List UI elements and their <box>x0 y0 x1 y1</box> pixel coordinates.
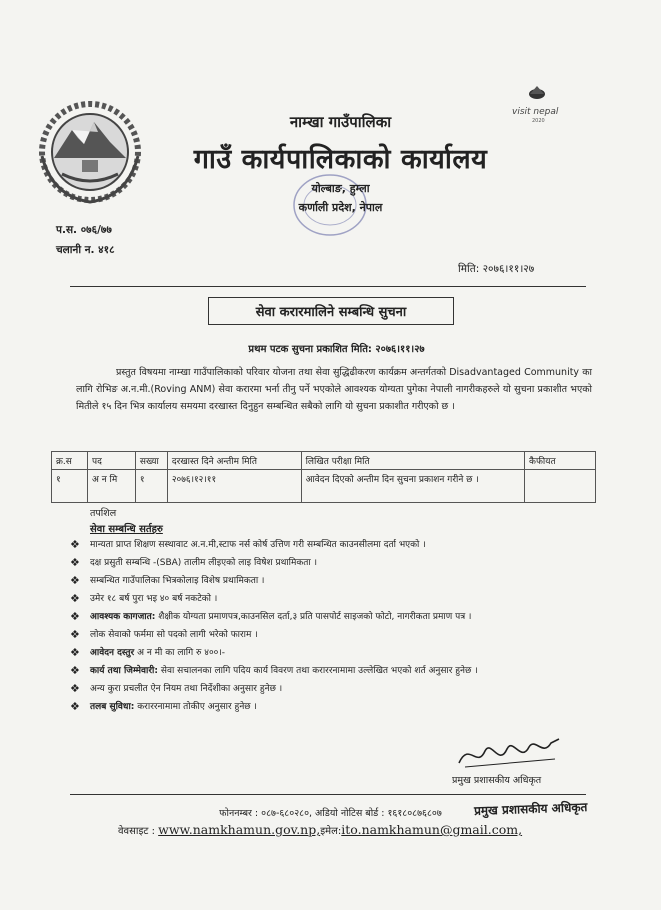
list-item: ❖ तलब सुविधा: कराररनामामा तोकीए अनुसार हुनेछ । <box>70 700 257 713</box>
list-item: ❖ दक्ष प्रसुती सम्बन्धि -(SBA) तालीम लीइएको लाइ विषेश प्रथामिकता । <box>70 556 318 569</box>
municipality-name: नाम्खा गाउँपालिका <box>289 113 392 131</box>
col-remarks: कैफीयत <box>525 452 596 470</box>
list-item: ❖ मान्यता प्राप्त शिक्षण सस्थावाट अ.न.मी,स्टाफ नर्स कोर्ष उत्तिण गरी सम्बन्धित काउनसीलमा दर्ता भएको । <box>70 538 426 551</box>
footer-phone: फोननम्बर : ०८७-६८०२८०, अडियो नोटिस बोर्ड : १६१८०८७६८०७ <box>219 808 442 819</box>
letter-date: मिति: २०७६।११।२७ <box>458 263 535 275</box>
vacancy-table <box>51 451 596 503</box>
address-line-1: योल्बाङ, हुम्ला <box>311 182 370 195</box>
chalani-number: चलानी न. ४१८ <box>56 244 115 256</box>
diamond-bullet-icon: ❖ <box>70 538 80 551</box>
list-item: ❖ कार्य तथा जिम्मेवारी: सेवा सचालनका लागि पदिय कार्य विवरण तथा कराररनामामा उल्लेखित भएको शर्त अनुसार हुनेछ । <box>70 664 478 677</box>
diamond-bullet-icon: ❖ <box>70 700 80 713</box>
list-item: ❖ आवश्यक कागजात: शैक्षीक योग्यता प्रमाणपत्र,काउनसिल दर्ता,३ प्रति पासपोर्ट साइजको फोटो, नागरीकता प्रमाण पत्र । <box>70 610 472 623</box>
diamond-bullet-icon: ❖ <box>70 610 80 623</box>
col-post: पद <box>87 452 135 470</box>
website-label: वेवसाइट : <box>118 826 155 837</box>
cell-deadline: २०७६।१२।११ <box>167 470 301 503</box>
address-line-2: कर्णाली प्रदेश, नेपाल <box>298 201 383 214</box>
footer-divider <box>70 794 586 795</box>
diamond-bullet-icon: ❖ <box>70 646 80 659</box>
table-header-row <box>52 452 596 470</box>
tapsil-label: तपशिल <box>90 508 117 519</box>
office-name: गाउँ कार्यपालिकाको कार्यालय <box>193 144 488 175</box>
notice-subtitle: प्रथम पटक सुचना प्रकाशित मिति: २०७६।११।२७ <box>248 344 425 355</box>
table-row <box>52 470 596 503</box>
website-link[interactable]: www.namkhamun.gov.np, <box>158 822 321 837</box>
terms-list <box>70 538 595 718</box>
col-deadline: दरखास्त दिने अन्तीम मिति <box>167 452 301 470</box>
footer-contact <box>118 822 522 837</box>
list-item: ❖ अन्य कुरा प्रचलीत ऐन नियम तथा निर्देशीका अनुसार हुनेछ । <box>70 682 283 695</box>
list-item: ❖ आवेदन दस्तुर अ न मी का लागि रु ४००।- <box>70 646 225 659</box>
diamond-bullet-icon: ❖ <box>70 592 80 605</box>
diamond-bullet-icon: ❖ <box>70 682 80 695</box>
signature-icon <box>455 733 565 773</box>
diamond-bullet-icon: ❖ <box>70 556 80 569</box>
col-exam-date: लिखित परीक्षा मिति <box>301 452 524 470</box>
diamond-bullet-icon: ❖ <box>70 628 80 641</box>
list-item: ❖ उमेर १८ बर्ष पुरा भइ ४० बर्ष नकटेको । <box>70 592 218 605</box>
notice-title: सेवा करारमालिने सम्बन्धि सुचना <box>208 297 454 325</box>
cell-count: १ <box>135 470 167 503</box>
email-link[interactable]: ito.namkhamun@gmail.com, <box>341 822 523 837</box>
officer-stamp: प्रमुख प्रशासकीय अधिकृत <box>473 800 588 818</box>
cell-remarks <box>525 470 596 503</box>
cell-post: अ न मि <box>87 470 135 503</box>
signer-title: प्रमुख प्रशासकीय अधिकृत <box>452 775 542 786</box>
ps-number: प.स. ०७६/७७ <box>56 224 112 236</box>
notice-paragraph-text: प्रस्तुत विषयमा नाम्खा गाउँपालिकाको परिवार योजना तथा सेवा सुद्धिढीकरण कार्यक्रम अन्तर्गतको Disadvantaged Community का लागि रोभिङ अ.न.मी.(Roving ANM) सेवा करारमा भर्ना तीनु पर्ने भएकोले आवश्यक योग्यता पुगेका नेपाली नागरीकहरुले यो सुचना प्रकाशीत भएको मितीले १५ दिन भित्र कार्यालय समयमा दरखास्त दिनुहुन सम्बन्धित सबैको लागि यो सुचना प्रकाशीत गरीएको छ । <box>76 367 592 412</box>
reference-block <box>56 220 115 260</box>
svg-text:2020: 2020 <box>532 118 545 124</box>
diamond-bullet-icon: ❖ <box>70 574 80 587</box>
email-label: इमेल: <box>320 826 342 837</box>
terms-heading: सेवा सम्बन्धि सर्तहरु <box>90 524 163 535</box>
cell-serial: १ <box>52 470 88 503</box>
col-serial: क्र.स <box>52 452 88 470</box>
list-item: ❖ सम्बन्धित गाउँपालिका भित्रकोलाइ विशेष प्रथामिकता । <box>70 574 265 587</box>
header-divider <box>70 286 586 287</box>
diamond-bullet-icon: ❖ <box>70 664 80 677</box>
svg-text:visit nepal: visit nepal <box>512 107 559 117</box>
cell-exam-date: आवेदन दिएको अन्तीम दिन सुचना प्रकाशन गरीने छ । <box>301 470 524 503</box>
list-item: ❖ लोक सेवाको फर्ममा सो पदको लागी भरेको फाराम । <box>70 628 258 641</box>
col-count: सख्या <box>135 452 167 470</box>
notice-paragraph <box>76 364 592 415</box>
